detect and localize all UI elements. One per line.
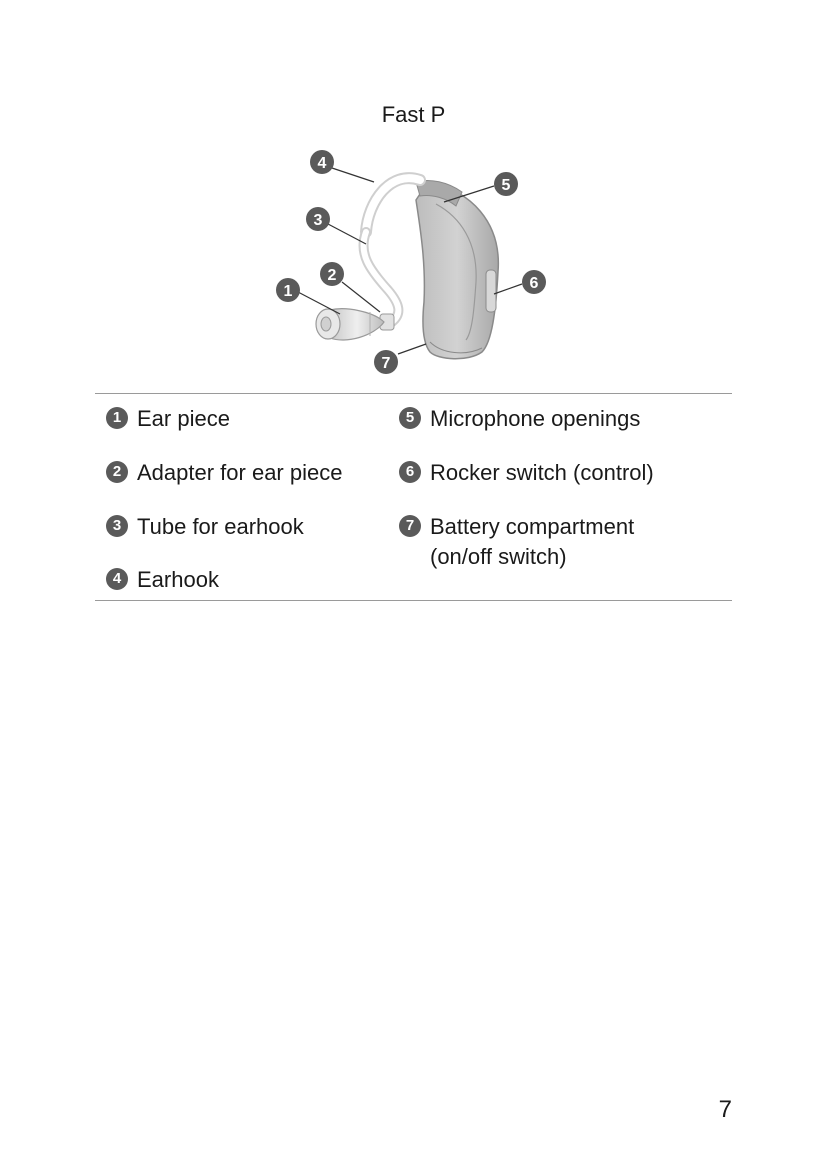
number-2-icon: 2 [106, 461, 128, 483]
number-5-icon: 5 [399, 407, 421, 429]
callout-3 [306, 207, 330, 231]
callout-4 [310, 150, 334, 174]
number-6-icon: 6 [399, 461, 421, 483]
rocker-switch-shape [486, 270, 496, 312]
callout-label: 5 [501, 177, 511, 194]
callout-2 [320, 262, 344, 286]
callout-label: 3 [313, 212, 323, 229]
number-4-icon: 4 [106, 568, 128, 590]
legend-item-ear-piece [106, 404, 230, 434]
callout-label: 7 [381, 355, 391, 372]
callout-6 [522, 270, 546, 294]
hearing-aid-illustration [270, 142, 560, 382]
legend-item-tube [106, 512, 304, 542]
legend-item-microphone [399, 404, 640, 434]
legend-label: Rocker switch (control) [430, 460, 654, 485]
ear-piece-dome [316, 309, 384, 340]
legend-top-rule [95, 393, 732, 394]
callout-1 [276, 278, 300, 302]
callout-label: 1 [283, 283, 293, 300]
hearing-aid-body [416, 180, 498, 358]
legend-label: Tube for earhook [137, 514, 304, 539]
number-3-icon: 3 [106, 515, 128, 537]
legend-label: Earhook [137, 567, 219, 592]
legend-label: Microphone openings [430, 406, 641, 431]
legend-item-battery [399, 512, 679, 572]
callout-label: 2 [327, 267, 337, 284]
legend-label: Battery compartment (on/off switch) [430, 514, 635, 569]
legend-bottom-rule [95, 600, 732, 601]
figure-title: Fast P [381, 102, 446, 127]
number-7-icon: 7 [399, 515, 421, 537]
legend-item-adapter [106, 458, 342, 488]
callout-5 [494, 172, 518, 196]
legend-label: Ear piece [137, 406, 230, 431]
callout-label: 6 [529, 275, 539, 292]
number-1-icon: 1 [106, 407, 128, 429]
page-number: 7 [718, 1096, 732, 1123]
legend-label: Adapter for ear piece [137, 460, 343, 485]
earhook-and-tube [363, 178, 420, 330]
legend-item-rocker-switch [399, 458, 654, 488]
callout-label: 4 [317, 155, 327, 172]
callout-7 [374, 350, 398, 374]
legend-item-earhook [106, 565, 219, 595]
